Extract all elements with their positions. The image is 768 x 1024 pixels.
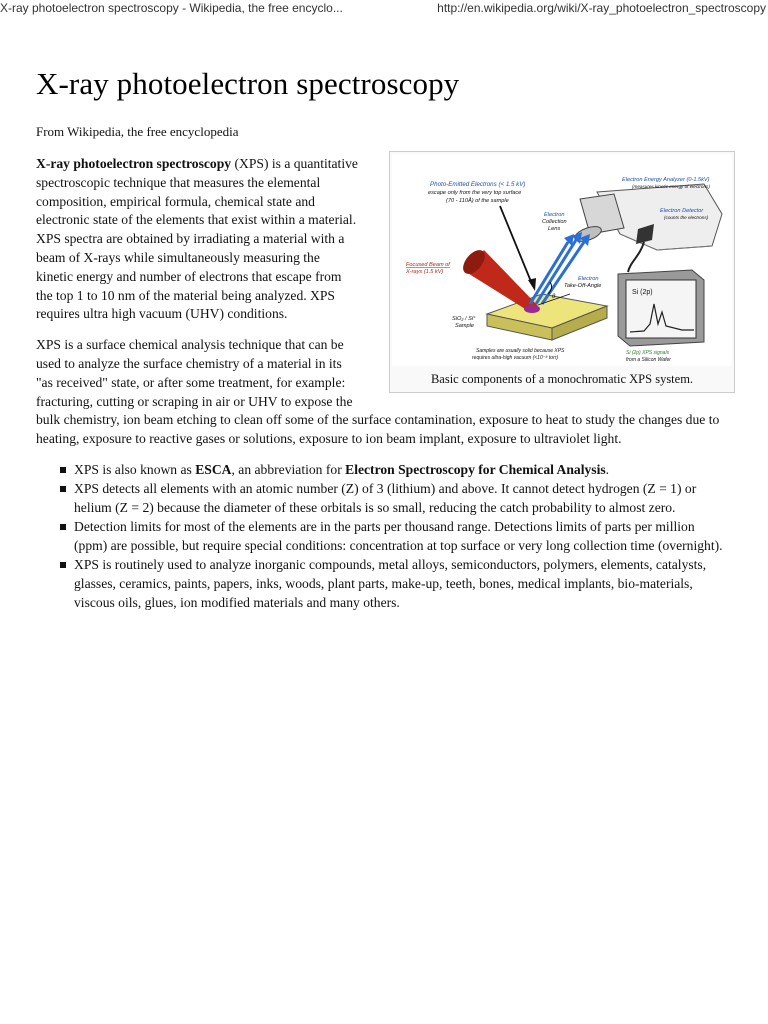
paragraph-2: XPS is a surface chemical analysis technique that can be used to analyze the surface chemistry of a material in its "as received" state, or after some treatment, for example: fracturing, cutting or scraping in air or UHV to expose the bulk chemistry, ion beam etching to clean off some of the surface contamination, exposure to heat to study the changes due to heating, exposure to reactive gases or solutions, exposure to ion beam implant, exposure to ultraviolet light.	[36, 337, 720, 447]
label-photo-emitted: Photo-Emitted Electrons (< 1.5 kV)	[430, 181, 526, 188]
facts-list	[36, 461, 731, 613]
electron-arrows	[530, 232, 590, 304]
list-item: XPS is also known as ESCA, an abbreviation for Electron Spectroscopy for Chemical Analysis.	[74, 461, 731, 480]
intro-bold-term: X-ray photoelectron spectroscopy	[36, 156, 232, 171]
xps-diagram	[392, 154, 732, 366]
figure-caption: Basic components of a monochromatic XPS system.	[430, 372, 694, 386]
sample-block	[487, 294, 607, 340]
label-lens-3: Lens	[548, 226, 561, 232]
label-takeoff-1: Electron	[578, 276, 599, 282]
label-photo-l2: escape only from the very top surface	[428, 190, 522, 196]
label-lens-2: Collection	[542, 219, 567, 225]
label-signals-2: from a Silicon Wafer	[626, 357, 671, 363]
list-item: XPS detects all elements with an atomic number (Z) of 3 (lithium) and above. It cannot detect hydrogen (Z = 1) or helium (Z = 2) because the diameter of these orbitals is so small, reducing the catch probability to almost zero.	[74, 480, 731, 518]
label-analyzer: Electron Energy Analyzer (0-1.5kV)	[622, 177, 710, 183]
print-header	[0, 0, 768, 18]
label-sample-1: SiO₂ / Si°	[452, 316, 476, 322]
beam-spot	[524, 305, 540, 313]
label-photo-l3: (70 - 110Å) of the sample	[446, 198, 509, 204]
intro-text: (XPS) is a quantitative spectroscopic technique that measures the elemental composition, empirical formula, chemical state and electronic state of the elements that exist within a material. XPS spectra are obtained by irradiating a material with a beam of X-rays while simultaneously measuring the kinetic energy and number of electrons that escape from the top 1 to 10 nm of the material being analyzed. XPS requires ultra high vacuum (UHV) conditions.	[36, 156, 358, 322]
print-header-title: X-ray photoelectron spectroscopy - Wikipedia, the free encyclo...	[0, 1, 343, 15]
label-takeoff-2: Take-Off-Angle	[564, 283, 602, 289]
list-item: XPS is routinely used to analyze inorganic compounds, metal alloys, semiconductors, polymers, elements, catalysts, glasses, ceramics, paints, papers, inks, woods, plant parts, make-up, teeth, bones, medical implants, bio-materials, viscous oils, glues, ion modified materials and many others.	[74, 556, 731, 612]
article-body	[36, 155, 731, 613]
label-monitor: Si (2p)	[632, 289, 653, 296]
figure-xps-system	[389, 151, 735, 393]
label-theta: θ	[552, 294, 556, 300]
xps-monitor	[618, 270, 704, 346]
site-subtitle: From Wikipedia, the free encyclopedia	[36, 124, 239, 139]
label-detector-1: Electron Detector	[660, 208, 704, 214]
list-item: Detection limits for most of the elements are in the parts per thousand range. Detections limits of parts per million (ppm) are possible, but require special conditions: concentration at top surface or very long collection time (overnight).	[74, 518, 731, 556]
label-note-2: requires ultra-high vacuum (<10⁻⁸ torr)	[472, 355, 559, 361]
label-xray-1: Focused Beam of	[406, 262, 450, 268]
label-detector-2: (counts the electrons)	[664, 215, 709, 220]
label-xray-2: X-rays (1.5 kV)	[406, 269, 444, 275]
label-lens-1: Electron	[544, 212, 565, 218]
label-note-1: Samples are usually solid because XPS	[476, 348, 565, 354]
label-signals-1: Si (2p) XPS signals	[626, 350, 670, 356]
esca-expansion: Electron Spectroscopy for Chemical Analysis	[345, 461, 606, 477]
label-analyzer-sub: (measures kinetic energy of electrons)	[632, 184, 710, 189]
esca-term: ESCA	[195, 461, 232, 477]
label-sample-2: Sample	[455, 323, 474, 329]
print-header-url: http://en.wikipedia.org/wiki/X-ray_photoelectron_spectroscopy	[437, 1, 766, 15]
page-title: X-ray photoelectron spectroscopy	[36, 66, 460, 101]
